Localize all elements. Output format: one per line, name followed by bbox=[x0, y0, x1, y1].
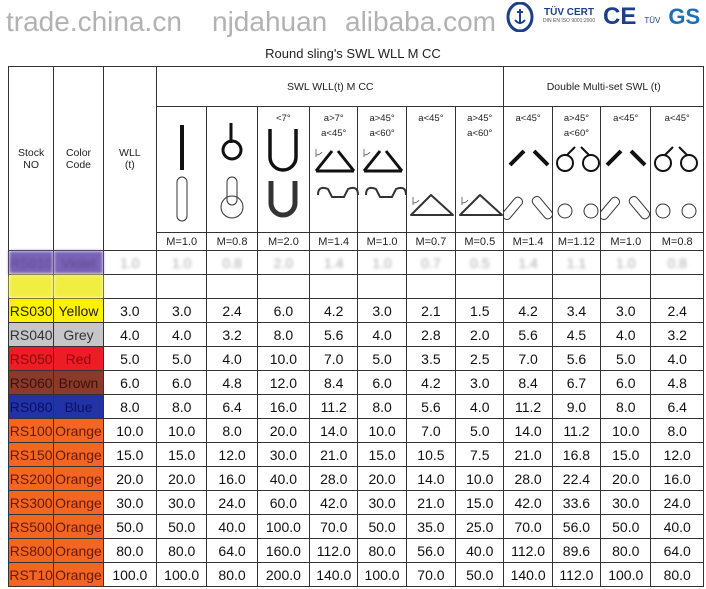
table-row bbox=[9, 563, 704, 587]
swl-value: 5.6 bbox=[310, 323, 358, 347]
swl-value: 15.0 bbox=[601, 443, 651, 467]
double-choke-sling-icon bbox=[651, 115, 701, 225]
swl-value: 80.0 bbox=[157, 539, 207, 563]
angle-label: <7° bbox=[276, 113, 291, 124]
swl-value: 40.0 bbox=[207, 515, 257, 539]
swl-value: 64.0 bbox=[651, 539, 704, 563]
mode-factor: M=1.4 bbox=[504, 233, 552, 251]
swl-value: 24.0 bbox=[651, 491, 704, 515]
table-row bbox=[9, 275, 704, 299]
wll-value: 20.0 bbox=[103, 467, 156, 491]
swl-table bbox=[8, 66, 704, 587]
swl-value bbox=[157, 275, 207, 299]
swl-value: 0.8 bbox=[207, 251, 257, 275]
swl-value: 21.0 bbox=[406, 491, 455, 515]
swl-value: 3.0 bbox=[358, 299, 406, 323]
swl-value: 3.5 bbox=[406, 347, 455, 371]
swl-value: 15.0 bbox=[456, 491, 504, 515]
swl-value: 14.0 bbox=[310, 419, 358, 443]
stock-no: RS080 bbox=[9, 395, 54, 419]
swl-value: 70.0 bbox=[406, 563, 455, 587]
swl-value: 20.0 bbox=[257, 419, 309, 443]
swl-value: 7.0 bbox=[504, 347, 552, 371]
stock-no: RS050 bbox=[9, 347, 54, 371]
swl-value: 7.0 bbox=[310, 347, 358, 371]
certification-logos bbox=[505, 2, 700, 32]
wll-value: 100.0 bbox=[103, 563, 156, 587]
swl-value: 100.0 bbox=[358, 563, 406, 587]
config-basket bbox=[257, 107, 309, 233]
swl-value: 4.2 bbox=[406, 371, 455, 395]
swl-value: 140.0 bbox=[310, 563, 358, 587]
angle-label: a>45° a<60° bbox=[369, 113, 395, 139]
color-code: Orange bbox=[54, 419, 103, 443]
swl-value: 30.0 bbox=[257, 443, 309, 467]
table-row bbox=[9, 395, 704, 419]
swl-value: 2.4 bbox=[651, 299, 704, 323]
swl-value: 4.0 bbox=[651, 347, 704, 371]
swl-value: 0.7 bbox=[406, 251, 455, 275]
mode-factor: M=0.5 bbox=[456, 233, 504, 251]
swl-value: 16.0 bbox=[257, 395, 309, 419]
swl-value: 5.6 bbox=[552, 347, 600, 371]
wll-value: 10.0 bbox=[103, 419, 156, 443]
swl-value: 8.0 bbox=[157, 395, 207, 419]
table-row bbox=[9, 371, 704, 395]
swl-value: 64.0 bbox=[207, 539, 257, 563]
color-code: Orange bbox=[54, 539, 103, 563]
swl-value: 33.6 bbox=[552, 491, 600, 515]
swl-value: 2.1 bbox=[406, 299, 455, 323]
swl-value: 6.4 bbox=[207, 395, 257, 419]
swl-value: 6.0 bbox=[157, 371, 207, 395]
swl-value: 10.0 bbox=[456, 467, 504, 491]
config-triangle bbox=[456, 107, 504, 233]
swl-value: 3.0 bbox=[157, 299, 207, 323]
color-code: Yellow bbox=[54, 299, 103, 323]
angle-label: a>7° a<45° bbox=[321, 113, 347, 139]
swl-value: 200.0 bbox=[257, 563, 309, 587]
table-row bbox=[9, 299, 704, 323]
swl-value: 8.0 bbox=[651, 419, 704, 443]
wll-value: 80.0 bbox=[103, 539, 156, 563]
swl-value: 6.0 bbox=[358, 371, 406, 395]
wll-value: 4.0 bbox=[103, 323, 156, 347]
double-straight-sling-icon bbox=[504, 115, 554, 225]
swl-value: 5.0 bbox=[157, 347, 207, 371]
swl-value: 8.0 bbox=[358, 395, 406, 419]
swl-value bbox=[456, 275, 504, 299]
config-double-straight bbox=[504, 107, 552, 233]
swl-value: 40.0 bbox=[651, 515, 704, 539]
swl-value: 4.0 bbox=[207, 347, 257, 371]
swl-value: 50.0 bbox=[358, 515, 406, 539]
stock-no: RS500 bbox=[9, 515, 54, 539]
swl-value: 8.0 bbox=[601, 395, 651, 419]
swl-value: 56.0 bbox=[406, 539, 455, 563]
mode-factor: M=1.12 bbox=[552, 233, 600, 251]
basket-sling-icon bbox=[258, 115, 308, 225]
swl-value: 5.6 bbox=[504, 323, 552, 347]
swl-value: 42.0 bbox=[504, 491, 552, 515]
wll-value: 30.0 bbox=[103, 491, 156, 515]
table-row bbox=[9, 347, 704, 371]
swl-value: 1.4 bbox=[310, 251, 358, 275]
color-code: Orange bbox=[54, 515, 103, 539]
swl-value bbox=[406, 275, 455, 299]
angle-label: a>45° a<60° bbox=[563, 113, 590, 139]
swl-value: 89.6 bbox=[552, 539, 600, 563]
choke-sling-icon bbox=[207, 115, 257, 225]
swl-value: 6.0 bbox=[601, 371, 651, 395]
swl-value: 10.5 bbox=[406, 443, 455, 467]
swl-value: 1.0 bbox=[157, 251, 207, 275]
swl-value: 56.0 bbox=[552, 515, 600, 539]
swl-value: 1.0 bbox=[601, 251, 651, 275]
table-row bbox=[9, 467, 704, 491]
angle-label: a<45° bbox=[613, 113, 639, 124]
watermark: alibaba.com bbox=[345, 6, 496, 37]
color-code: Orange bbox=[54, 563, 103, 587]
table-row bbox=[9, 491, 704, 515]
swl-value: 9.0 bbox=[552, 395, 600, 419]
table-title: Round sling's SWL WLL M CC bbox=[265, 46, 441, 61]
stock-no: RS150 bbox=[9, 443, 54, 467]
color-code: Orange bbox=[54, 467, 103, 491]
swl-value: 2.0 bbox=[257, 251, 309, 275]
swl-value: 80.0 bbox=[601, 539, 651, 563]
swl-value: 11.2 bbox=[310, 395, 358, 419]
swl-value: 10.0 bbox=[257, 347, 309, 371]
swl-value: 30.0 bbox=[358, 491, 406, 515]
swl-value: 40.0 bbox=[456, 539, 504, 563]
swl-value: 80.0 bbox=[207, 563, 257, 587]
swl-value: 100.0 bbox=[257, 515, 309, 539]
swl-value: 3.2 bbox=[651, 323, 704, 347]
color-code: Blue bbox=[54, 395, 103, 419]
config-straight bbox=[157, 107, 207, 233]
stock-no: RS100 bbox=[9, 419, 54, 443]
swl-value: 3.0 bbox=[456, 371, 504, 395]
swl-value: 4.0 bbox=[157, 323, 207, 347]
swl-value: 80.0 bbox=[651, 563, 704, 587]
swl-value: 21.0 bbox=[504, 443, 552, 467]
swl-value: 112.0 bbox=[504, 539, 552, 563]
swl-value bbox=[601, 275, 651, 299]
swl-value: 5.0 bbox=[358, 347, 406, 371]
stock-no: RS040 bbox=[9, 323, 54, 347]
swl-value: 21.0 bbox=[310, 443, 358, 467]
ce-logo: CE bbox=[602, 3, 637, 30]
swl-value: 5.6 bbox=[406, 395, 455, 419]
color-code: Red bbox=[54, 347, 103, 371]
swl-value: 5.0 bbox=[456, 419, 504, 443]
swl-value: 60.0 bbox=[257, 491, 309, 515]
config-double-choke bbox=[651, 107, 704, 233]
swl-value bbox=[504, 275, 552, 299]
swl-value: 6.7 bbox=[552, 371, 600, 395]
swl-value: 3.2 bbox=[207, 323, 257, 347]
tuv-logo: TÜV bbox=[644, 15, 661, 25]
stock-no: RS010 bbox=[9, 251, 54, 275]
wll-value: 8.0 bbox=[103, 395, 156, 419]
stock-no: RS300 bbox=[9, 491, 54, 515]
swl-value: 28.0 bbox=[504, 467, 552, 491]
swl-value: 0.5 bbox=[456, 251, 504, 275]
swl-value: 22.4 bbox=[552, 467, 600, 491]
swl-value: 4.5 bbox=[552, 323, 600, 347]
header-color: Color Code bbox=[54, 67, 103, 251]
swl-value: 1.1 bbox=[552, 251, 600, 275]
watermark: njdahuan bbox=[212, 6, 328, 37]
swl-value: 50.0 bbox=[601, 515, 651, 539]
swl-value: 112.0 bbox=[310, 539, 358, 563]
swl-value: 6.0 bbox=[257, 299, 309, 323]
stock-no: RS800 bbox=[9, 539, 54, 563]
swl-value: 24.0 bbox=[207, 491, 257, 515]
table-row bbox=[9, 419, 704, 443]
swl-value bbox=[207, 275, 257, 299]
swl-value: 40.0 bbox=[257, 467, 309, 491]
mode-factor: M=0.8 bbox=[651, 233, 704, 251]
swl-value: 4.8 bbox=[651, 371, 704, 395]
mode-factor: M=0.8 bbox=[207, 233, 257, 251]
swl-value: 25.0 bbox=[456, 515, 504, 539]
stock-no: RS060 bbox=[9, 371, 54, 395]
wll-value: 50.0 bbox=[103, 515, 156, 539]
swl-value: 0.8 bbox=[651, 251, 704, 275]
swl-value: 11.2 bbox=[504, 395, 552, 419]
swl-value: 50.0 bbox=[157, 515, 207, 539]
swl-value: 100.0 bbox=[601, 563, 651, 587]
swl-value bbox=[651, 275, 704, 299]
swl-value: 112.0 bbox=[552, 563, 600, 587]
tuv-cert-logo: TÜV CERT DIN EN ISO 9001:2000 bbox=[543, 7, 595, 24]
swl-value: 2.0 bbox=[456, 323, 504, 347]
swl-value: 16.0 bbox=[207, 467, 257, 491]
swl-value: 140.0 bbox=[504, 563, 552, 587]
mode-factor: M=2.0 bbox=[257, 233, 309, 251]
mode-factor: M=1.0 bbox=[358, 233, 406, 251]
swl-value: 7.5 bbox=[456, 443, 504, 467]
swl-value: 14.0 bbox=[504, 419, 552, 443]
anchor-logo-icon bbox=[505, 2, 535, 32]
swl-value: 15.0 bbox=[358, 443, 406, 467]
color-code bbox=[54, 275, 103, 299]
stock-no: RS030 bbox=[9, 299, 54, 323]
swl-value: 160.0 bbox=[257, 539, 309, 563]
table-row bbox=[9, 251, 704, 275]
stock-no bbox=[9, 275, 54, 299]
swl-value: 70.0 bbox=[504, 515, 552, 539]
swl-value: 1.0 bbox=[358, 251, 406, 275]
table-row bbox=[9, 443, 704, 467]
watermark: trade.china.cn bbox=[6, 6, 182, 37]
swl-value: 50.0 bbox=[456, 563, 504, 587]
swl-value: 16.0 bbox=[651, 467, 704, 491]
swl-value: 1.5 bbox=[456, 299, 504, 323]
swl-value: 12.0 bbox=[257, 371, 309, 395]
swl-value: 20.0 bbox=[157, 467, 207, 491]
swl-value: 11.2 bbox=[552, 419, 600, 443]
color-code: Orange bbox=[54, 491, 103, 515]
swl-value: 30.0 bbox=[601, 491, 651, 515]
wll-value: 15.0 bbox=[103, 443, 156, 467]
swl-value bbox=[552, 275, 600, 299]
angle-label: a<45° bbox=[664, 113, 690, 124]
swl-value: 16.8 bbox=[552, 443, 600, 467]
swl-value: 100.0 bbox=[157, 563, 207, 587]
swl-value: 20.0 bbox=[601, 467, 651, 491]
wll-value: 3.0 bbox=[103, 299, 156, 323]
table-row bbox=[9, 539, 704, 563]
swl-value: 4.8 bbox=[207, 371, 257, 395]
color-code: Brown bbox=[54, 371, 103, 395]
swl-value: 10.0 bbox=[157, 419, 207, 443]
angle-label: a>45° a<60° bbox=[467, 113, 493, 139]
straight-sling-icon bbox=[157, 115, 207, 225]
swl-value: 4.0 bbox=[358, 323, 406, 347]
triangle-sling-icon bbox=[407, 115, 457, 225]
swl-value: 42.0 bbox=[310, 491, 358, 515]
double-straight-sling-icon bbox=[601, 115, 651, 225]
config-triangle bbox=[406, 107, 455, 233]
angle-label: a<45° bbox=[418, 113, 444, 124]
swl-value: 28.0 bbox=[310, 467, 358, 491]
swl-value: 8.4 bbox=[504, 371, 552, 395]
header-stock: Stock NO bbox=[9, 67, 54, 251]
swl-value: 8.0 bbox=[207, 419, 257, 443]
swl-value: 3.4 bbox=[552, 299, 600, 323]
swl-value: 10.0 bbox=[358, 419, 406, 443]
swl-value: 2.8 bbox=[406, 323, 455, 347]
header-wll: WLL (t) bbox=[103, 67, 156, 251]
color-code: Orange bbox=[54, 443, 103, 467]
swl-value: 3.0 bbox=[601, 299, 651, 323]
angle-label: a<45° bbox=[515, 113, 541, 124]
wll-value: 5.0 bbox=[103, 347, 156, 371]
swl-value: 8.4 bbox=[310, 371, 358, 395]
wll-value bbox=[103, 275, 156, 299]
swl-value: 8.0 bbox=[257, 323, 309, 347]
wll-value: 6.0 bbox=[103, 371, 156, 395]
config-basket-angle bbox=[310, 107, 358, 233]
swl-value: 5.0 bbox=[601, 347, 651, 371]
swl-value bbox=[358, 275, 406, 299]
swl-value: 15.0 bbox=[157, 443, 207, 467]
swl-value: 4.2 bbox=[310, 299, 358, 323]
swl-value: 12.0 bbox=[651, 443, 704, 467]
mode-factor: M=1.0 bbox=[601, 233, 651, 251]
swl-value: 4.0 bbox=[456, 395, 504, 419]
swl-value: 14.0 bbox=[406, 467, 455, 491]
mode-factor: M=0.7 bbox=[406, 233, 455, 251]
swl-value: 35.0 bbox=[406, 515, 455, 539]
header-double-group: Double Multi-set SWL (t) bbox=[504, 67, 704, 107]
swl-value: 1.4 bbox=[504, 251, 552, 275]
swl-value: 4.0 bbox=[601, 323, 651, 347]
gs-logo: GS bbox=[668, 4, 701, 29]
swl-value: 6.4 bbox=[651, 395, 704, 419]
swl-value: 12.0 bbox=[207, 443, 257, 467]
swl-value: 70.0 bbox=[310, 515, 358, 539]
config-basket-angle bbox=[358, 107, 406, 233]
swl-value: 4.2 bbox=[504, 299, 552, 323]
swl-value bbox=[310, 275, 358, 299]
stock-no: RS200 bbox=[9, 467, 54, 491]
color-code: Grey bbox=[54, 323, 103, 347]
config-choke bbox=[207, 107, 257, 233]
stock-no: RST10 bbox=[9, 563, 54, 587]
swl-value: 2.4 bbox=[207, 299, 257, 323]
table-row bbox=[9, 323, 704, 347]
header-swl-group: SWL WLL(t) M CC bbox=[157, 67, 504, 107]
swl-value: 30.0 bbox=[157, 491, 207, 515]
mode-factor: M=1.0 bbox=[157, 233, 207, 251]
table-row bbox=[9, 515, 704, 539]
swl-value bbox=[257, 275, 309, 299]
swl-value: 80.0 bbox=[358, 539, 406, 563]
config-double-choke bbox=[552, 107, 600, 233]
wll-value: 1.0 bbox=[103, 251, 156, 275]
color-code: Violet bbox=[54, 251, 103, 275]
mode-factor: M=1.4 bbox=[310, 233, 358, 251]
swl-value: 7.0 bbox=[406, 419, 455, 443]
swl-value: 10.0 bbox=[601, 419, 651, 443]
swl-value: 2.5 bbox=[456, 347, 504, 371]
swl-value: 20.0 bbox=[358, 467, 406, 491]
config-double-straight bbox=[601, 107, 651, 233]
